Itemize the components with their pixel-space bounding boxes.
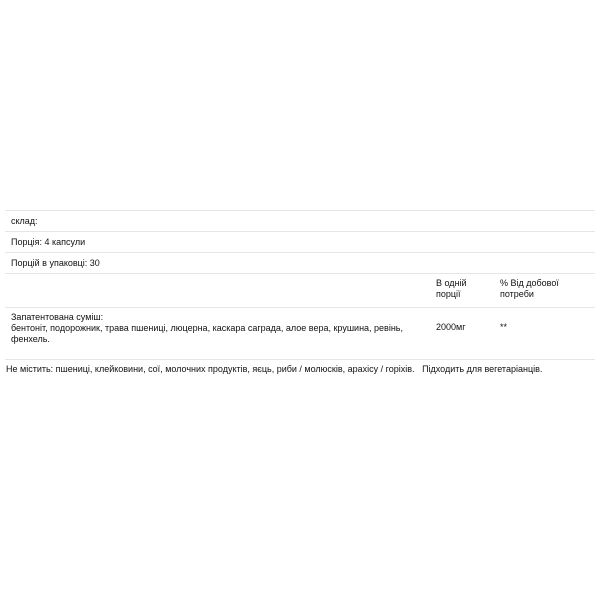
ingredient-components: бентоніт, подорожник, трава пшениці, люцерна, каскара саграда, алое вера, крушина, ревінь, фенхель. <box>11 323 404 344</box>
serving-size-row <box>5 231 595 252</box>
supplement-facts-table <box>5 210 595 360</box>
ingredient-amount: 2000мг <box>436 322 466 332</box>
composition-row <box>5 210 595 231</box>
per-serving-header <box>436 278 494 300</box>
ingredient-title: Запатентована суміш: <box>11 312 104 322</box>
per-serving-header-line2: порції <box>436 289 461 299</box>
servings-per-container-row <box>5 252 595 273</box>
ingredient-name <box>11 312 431 345</box>
allergen-note <box>6 363 586 375</box>
daily-value-header-line1: % Від добової <box>500 278 559 288</box>
table-header-row <box>5 273 595 307</box>
allergen-text: Не містить: пшениці, клейковини, сої, молочних продуктів, яєць, риби / молюсків, арахісу / горіхів. <box>6 364 415 374</box>
ingredient-row <box>5 307 595 360</box>
servings-per-container-text: Порцій в упаковці: 30 <box>11 258 100 268</box>
daily-value-header <box>500 278 580 300</box>
serving-size-text: Порція: 4 капсули <box>11 237 86 247</box>
ingredient-daily-value: ** <box>500 322 508 332</box>
per-serving-header-line1: В одній <box>436 278 467 288</box>
vegetarian-text: Підходить для вегетаріанців. <box>422 364 543 374</box>
daily-value-header-line2: потреби <box>500 289 534 299</box>
composition-label: склад: <box>11 216 38 226</box>
